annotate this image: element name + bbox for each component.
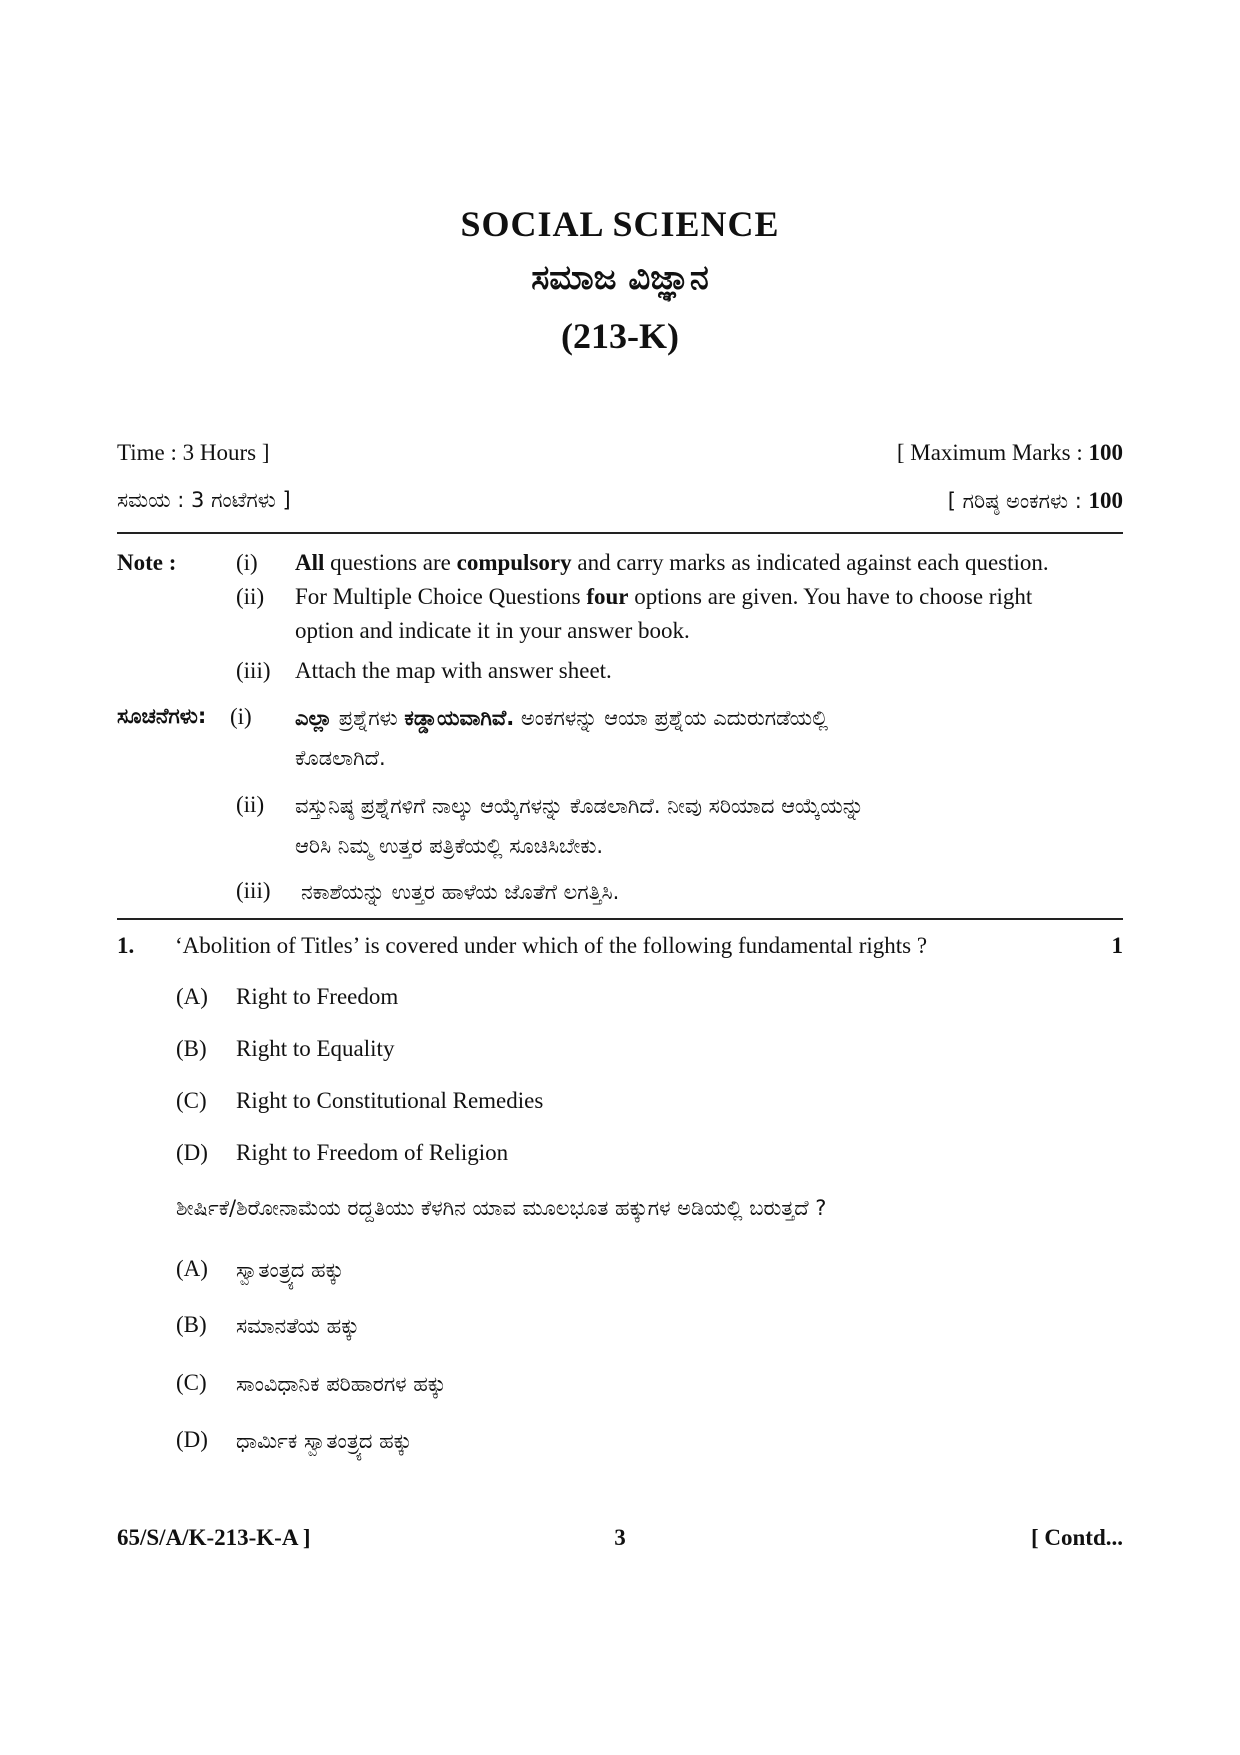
option-letter-b: (B): [176, 1036, 207, 1061]
note-label-kannada: ಸೂಚನೆಗಳು:: [117, 704, 207, 728]
note-kn-num-1: (i): [230, 704, 252, 729]
max-marks-label-kn: [ ಗರಿಷ್ಠ ಅಂಕಗಳು :: [947, 489, 1089, 513]
note-2-text-b: options are given. You have to choose right: [628, 584, 1033, 609]
option-text-d: Right to Freedom of Religion: [236, 1140, 509, 1165]
notes-divider: [117, 918, 1123, 920]
option-kn-letter-c: (C): [176, 1370, 207, 1395]
option-letter-c: (C): [176, 1088, 207, 1113]
note-kn-num-3: (iii): [236, 878, 271, 903]
max-marks-value-kn: 100: [1088, 488, 1123, 513]
option-letter-a: (A): [176, 984, 208, 1009]
max-marks-kannada: [948, 488, 1123, 514]
option-kn-text-b: ಸಮಾನತೆಯ ಹಕ್ಕು: [236, 1314, 360, 1338]
note-1-text-a: questions are: [324, 550, 457, 575]
option-letter-d: (D): [176, 1140, 208, 1165]
note-kn-item-1-line2: ಕೊಡಲಾಗಿದೆ.: [295, 746, 386, 770]
option-kn-text-a: ಸ್ವಾತಂತ್ರ್ಯದ ಹಕ್ಕು: [236, 1258, 344, 1282]
option-kn-letter-d: (D): [176, 1427, 208, 1452]
option-kn-letter-a: (A): [176, 1256, 208, 1281]
note-kn-1-text-b: ಅಂಕಗಳನ್ನು ಆಯಾ ಪ್ರಶ್ನೆಯ ಎದುರುಗಡೆಯಲ್ಲಿ: [514, 706, 829, 730]
continued-marker: [ Contd...: [1030, 1525, 1123, 1550]
question-text: ‘Abolition of Titles’ is covered under which of the following fundamental rights ?: [175, 933, 928, 958]
note-num-3: (iii): [236, 658, 271, 683]
time-english: Time : 3 Hours ]: [117, 440, 270, 465]
note-item-2-line2: option and indicate it in your answer book.: [295, 618, 690, 643]
time-kannada: ಸಮಯ : 3 ಗಂಟೆಗಳು ]: [117, 488, 291, 512]
note-item-3: Attach the map with answer sheet.: [295, 658, 612, 683]
subject-title-english: SOCIAL SCIENCE: [460, 204, 780, 244]
note-num-2: (ii): [236, 584, 265, 609]
paper-code-footer: 65/S/A/K-213-K-A ]: [117, 1525, 311, 1550]
subject-code: (213-K): [561, 316, 679, 356]
option-text-a: Right to Freedom: [236, 984, 399, 1009]
note-1-bold-compulsory: compulsory: [456, 550, 572, 575]
note-item-2: [295, 584, 1032, 610]
note-item-1: [295, 550, 1049, 576]
max-marks-label: [ Maximum Marks :: [896, 440, 1089, 465]
note-1-text-b: and carry marks as indicated against each question.: [571, 550, 1049, 575]
note-kn-num-2: (ii): [236, 792, 265, 817]
option-kn-text-c: ಸಾಂವಿಧಾನಿಕ ಪರಿಹಾರಗಳ ಹಕ್ಕು: [236, 1372, 446, 1396]
note-2-text-a: For Multiple Choice Questions: [295, 584, 587, 609]
subject-title-kannada: ಸಮಾಜ ವಿಜ್ಞಾನ: [531, 258, 709, 298]
question-number: 1.: [117, 933, 135, 958]
note-label: Note :: [117, 550, 177, 575]
page-number: 3: [614, 1525, 626, 1550]
option-text-c: Right to Constitutional Remedies: [236, 1088, 544, 1113]
note-kn-item-3: ನಕಾಶೆಯನ್ನು ಉತ್ತರ ಹಾಳೆಯ ಜೊತೆಗೆ ಲಗತ್ತಿಸಿ.: [301, 880, 620, 904]
note-kn-1-bold-b: ಕಡ್ಡಾಯವಾಗಿವೆ.: [404, 706, 515, 730]
note-kn-item-2-line2: ಆರಿಸಿ ನಿಮ್ಮ ಉತ್ತರ ಪತ್ರಿಕೆಯಲ್ಲಿ ಸೂಚಿಸಿಬೇಕು.: [295, 834, 604, 858]
option-kn-letter-b: (B): [176, 1312, 207, 1337]
header-divider: [117, 532, 1123, 534]
note-2-bold-four: four: [586, 584, 629, 609]
option-kn-text-d: ಧಾರ್ಮಿಕ ಸ್ವಾತಂತ್ರ್ಯದ ಹಕ್ಕು: [236, 1429, 412, 1453]
note-kn-item-1: [295, 706, 828, 731]
max-marks-english: [897, 440, 1123, 466]
note-kn-item-2: ವಸ್ತುನಿಷ್ಠ ಪ್ರಶ್ನೆಗಳಿಗೆ ನಾಲ್ಕು ಆಯ್ಕೆಗಳನ್ನು ಕೊಡಲಾಗಿದೆ. ನೀವು ಸರಿಯಾದ ಆಯ್ಕೆಯನ್ನು: [295, 794, 864, 818]
question-text-kannada: ಶೀರ್ಷಿಕೆ/ಶಿರೋನಾಮೆಯ ರದ್ದತಿಯು ಕೆಳಗಿನ ಯಾವ ಮೂಲಭೂತ ಹಕ್ಕುಗಳ ಅಡಿಯಲ್ಲಿ ಬರುತ್ತದೆ ?: [176, 1196, 827, 1220]
max-marks-value: 100: [1088, 440, 1123, 465]
note-kn-1-bold-a: ಎಲ್ಲಾ: [295, 706, 333, 730]
note-1-bold-all: All: [295, 550, 325, 575]
note-num-1: (i): [236, 550, 258, 575]
option-text-b: Right to Equality: [236, 1036, 395, 1061]
question-marks: 1: [1111, 933, 1123, 958]
note-kn-1-text-a: ಪ್ರಶ್ನೆಗಳು: [332, 706, 405, 730]
